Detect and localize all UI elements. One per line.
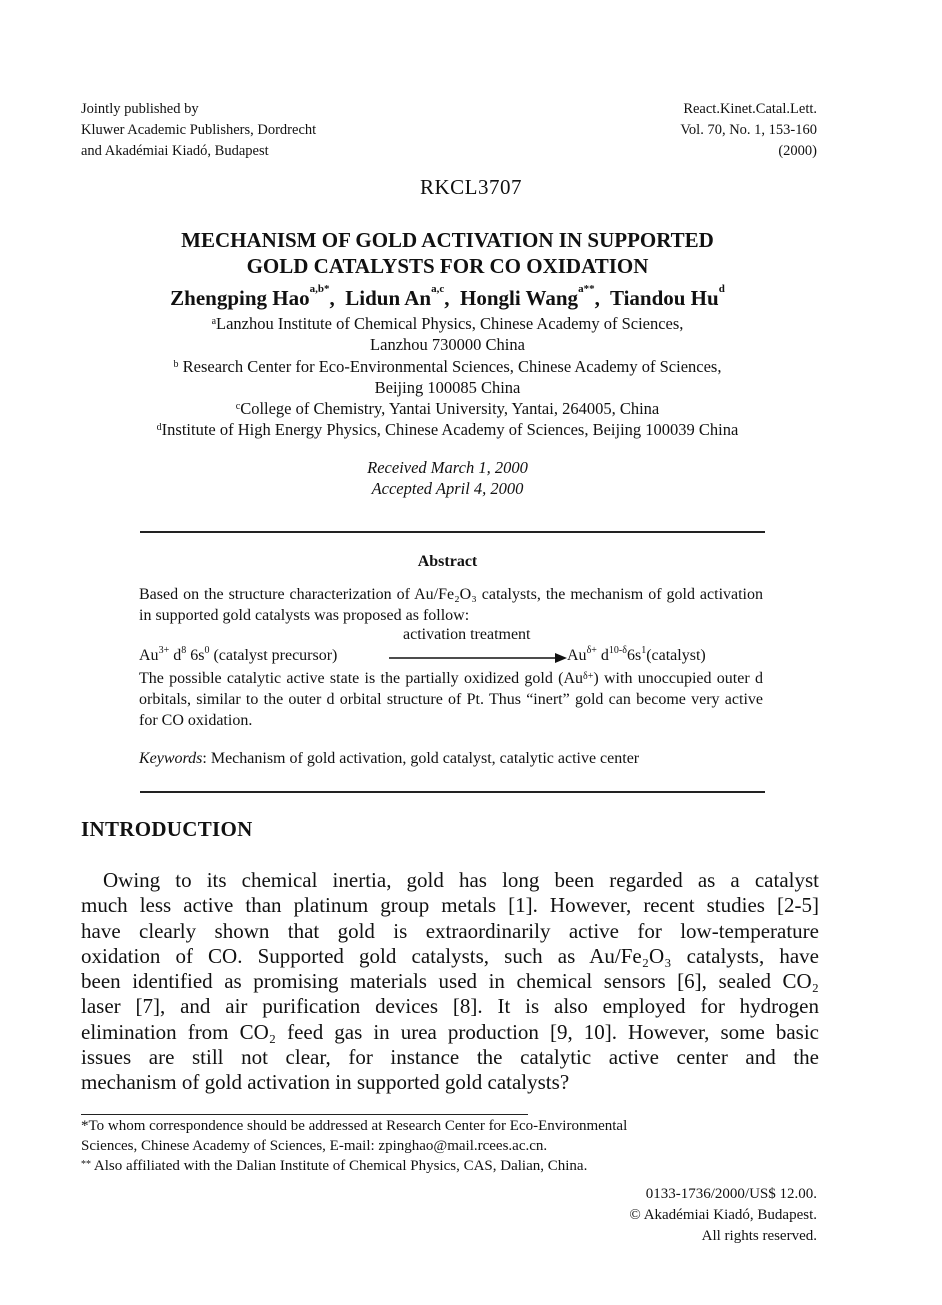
- footnotes: [81, 1116, 627, 1176]
- journal-publisher-block: [81, 99, 316, 162]
- publisher-line: and Akadémiai Kiadó, Budapest: [81, 143, 269, 159]
- received-date: Received March 1, 2000: [367, 458, 528, 477]
- footnote: ** Also affiliated with the Dalian Institute of Chemical Physics, CAS, Dalian, China.: [81, 1158, 588, 1174]
- issn-line: 0133-1736/2000/US$ 12.00.: [645, 1186, 817, 1202]
- journal-citation-block: [680, 99, 817, 162]
- paragraph-line: elimination from CO₂ feed gas in urea production [9, 10]. However, some basic: [81, 1019, 819, 1044]
- affiliation-line: $^a$Lanzhou Institute of Chemical Physics, Chinese Academy of Sciences,: [211, 314, 684, 333]
- publisher-line: Jointly published by: [81, 101, 199, 117]
- author-affil-mark: a,c: [431, 283, 445, 295]
- paragraph-line: laser [7], and air purification devices [8]. It is also employed for hydrogen: [81, 994, 819, 1019]
- author-name: Lidun An: [345, 286, 432, 310]
- affiliation-line: $^c$College of Chemistry, Yantai University, Yantai, 264005, China: [235, 399, 660, 419]
- footnote: Sciences, Chinese Academy of Sciences, E-mail: zpinghao@mail.rcees.ac.cn.: [81, 1138, 548, 1154]
- abstract-bottom-rule: [140, 791, 765, 793]
- abstract-intro: Based on the structure characterization of Au/Fe₂O₃ catalysts, the mechanism of gold activation in supported gold catalysts was proposed as follow:: [139, 586, 763, 624]
- title-line: MECHANISM OF GOLD ACTIVATION IN SUPPORTED: [181, 228, 714, 252]
- abstract-heading: Abstract: [417, 553, 478, 570]
- author-name: Zhengping Hao: [170, 286, 310, 310]
- abstract-body: The possible catalytic active state is the partially oxidized gold $(Au^{\delta+})$ with unoccupied outer d orbitals, similar to the outer d orbital structure of Pt. Thus “inert” gold can become very active for CO oxidation.: [139, 670, 763, 729]
- paper-title: [0, 227, 895, 279]
- paragraph-line: Owing to its chemical inertia, gold has long been regarded as a catalyst: [103, 868, 819, 892]
- dates-block: [0, 457, 895, 499]
- activation-formula: [139, 626, 763, 670]
- affiliation-line: $^b$ Research Center for Eco-Environmental Sciences, Chinese Academy of Sciences,: [173, 356, 722, 376]
- introduction-paragraph: [81, 868, 819, 1096]
- keywords-label: Keywords: [139, 750, 203, 767]
- author-affil-mark: a**: [578, 283, 595, 295]
- journal-year: (2000): [778, 143, 817, 159]
- author-name: Hongli Wang: [459, 286, 579, 310]
- journal-volume: Vol. 70, No. 1, 153-160: [680, 122, 817, 138]
- publisher-line: Kluwer Academic Publishers, Dordrecht: [81, 122, 317, 138]
- keywords-line: [139, 750, 779, 768]
- author-list: Zhengping Hao$^{a,b*}$, Lidun An$^{a,c}$, Hongli Wang$^{a**}$, Tiandou Hu$^d$: [170, 283, 725, 310]
- arrow-label: activation treatment: [403, 626, 531, 643]
- affiliation-line: Lanzhou 730000 China: [370, 335, 525, 355]
- copyright-block: [629, 1184, 817, 1247]
- formula-left: $Au^{3+}$ $d^8$ $6s^0$ (catalyst precursor): [139, 645, 338, 664]
- paragraph-line: mechanism of gold activation in supported gold catalysts?: [81, 1070, 570, 1095]
- author-affil-mark: d: [718, 283, 725, 295]
- rights-line: All rights reserved.: [701, 1228, 817, 1244]
- reaction-arrow-icon: [389, 652, 569, 664]
- paragraph-line: oxidation of CO. Supported gold catalysts, such as Au/Fe₂O₃ catalysts, have: [81, 943, 819, 968]
- copyright-line: © Akadémiai Kiadó, Budapest.: [629, 1207, 817, 1223]
- keywords-text: : Mechanism of gold activation, gold catalyst, catalytic active center: [202, 750, 640, 767]
- title-line: GOLD CATALYSTS FOR CO OXIDATION: [246, 254, 649, 278]
- journal-name: React.Kinet.Catal.Lett.: [683, 101, 817, 117]
- accepted-date: Accepted April 4, 2000: [371, 479, 524, 498]
- abstract-top-rule: [140, 531, 765, 533]
- author-name: Tiandou Hu: [609, 286, 719, 310]
- author-affil-mark: a,b*: [309, 283, 330, 295]
- paragraph-line: much less active than platinum group metals [1]. However, recent studies [2-5]: [81, 893, 819, 918]
- formula-right: $Au^{\delta+}$ $d^{10-\delta}6s^1(catalyst)$: [567, 645, 706, 664]
- paragraph-line: have clearly shown that gold is extraordinarily active for low-temperature: [81, 918, 819, 943]
- paragraph-line: issues are still not clear, for instance the catalytic active center and the: [81, 1045, 819, 1070]
- footnote: *To whom correspondence should be addressed at Research Center for Eco-Environmental: [81, 1118, 628, 1134]
- footnote-rule: [81, 1114, 528, 1115]
- affiliation-line: $^d$Institute of High Energy Physics, Chinese Academy of Sciences, Beijing 100039 China: [156, 420, 739, 440]
- section-heading-introduction: INTRODUCTION: [81, 817, 253, 841]
- affiliation-line: Beijing 100085 China: [374, 377, 521, 397]
- affiliations: [0, 313, 895, 441]
- paragraph-line: been identified as promising materials used in chemical sensors [6], sealed CO₂: [81, 969, 819, 994]
- article-code: RKCL3707: [419, 175, 522, 199]
